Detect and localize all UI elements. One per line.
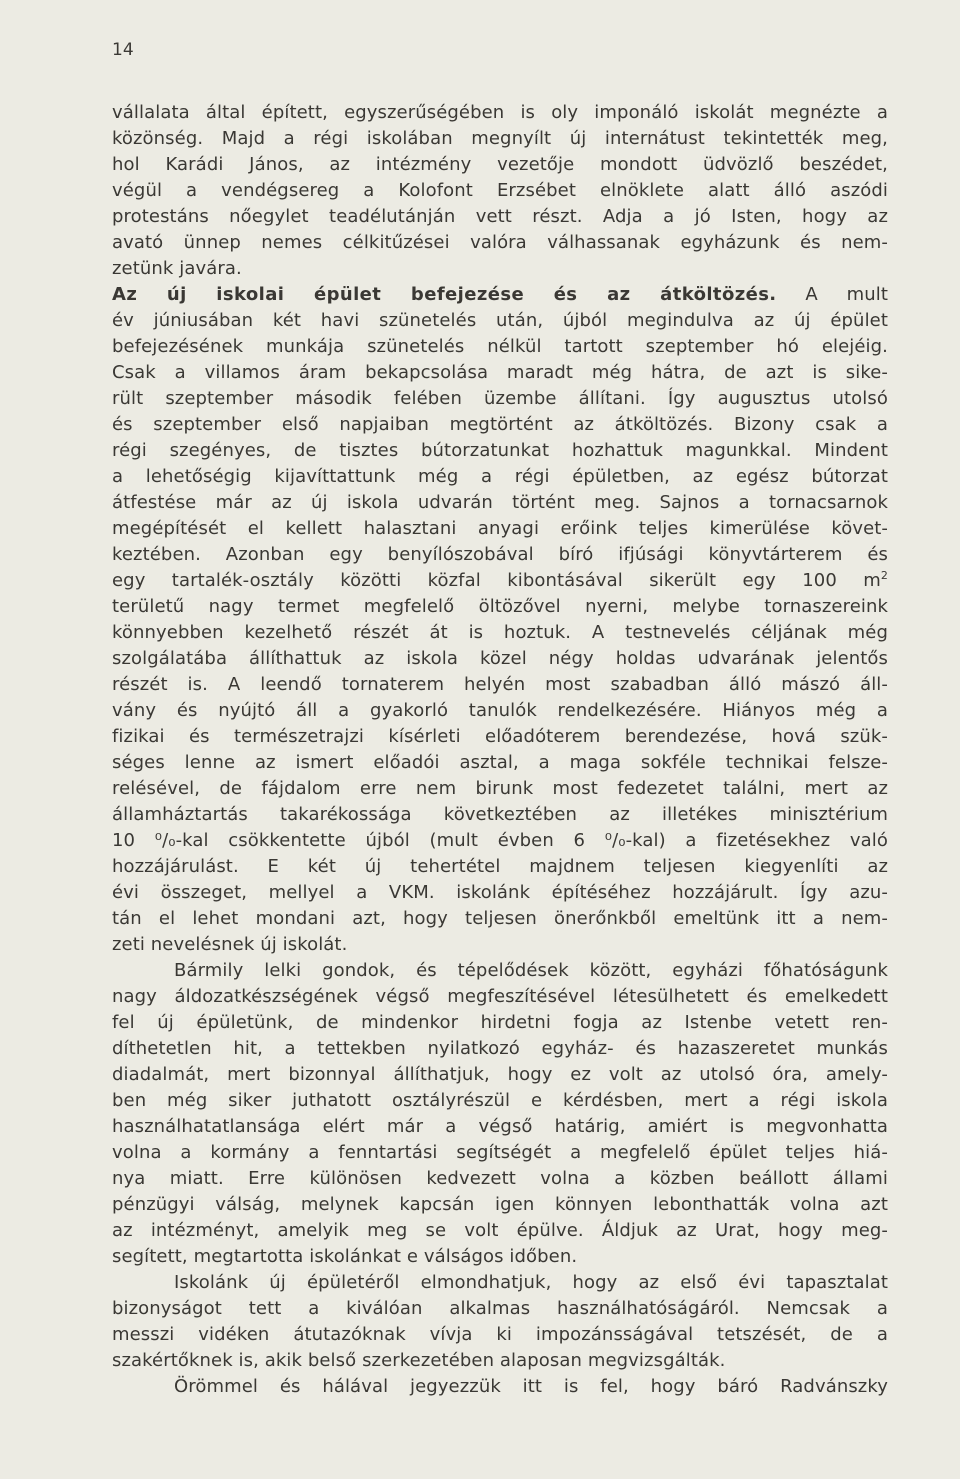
text-line bbox=[112, 1192, 888, 1218]
line-text: diadalmát, mert bizonnyal állíthatjuk, hogy ez volt az utolsó óra, amely- bbox=[112, 1064, 888, 1085]
page-number: 14 bbox=[112, 40, 134, 60]
line-text: rült szeptember második felében üzembe állítani. Így augusztus utolsó bbox=[112, 388, 888, 409]
line-text: A mult bbox=[776, 284, 888, 305]
text-line bbox=[112, 204, 888, 230]
line-text: séges lenne az ismert előadói asztal, a maga sokféle technikai felsze- bbox=[112, 752, 888, 773]
line-text: befejezésének munkája szünetelés nélkül tartott szeptember hó elejéig. bbox=[112, 336, 888, 357]
line-text: és szeptember első napjaiban megtörtént az átköltözés. Bizony csak a bbox=[112, 414, 888, 435]
line-text: könnyebben kezelhető részét át is hoztuk. A testnevelés céljának még bbox=[112, 622, 888, 643]
text-line bbox=[112, 230, 888, 256]
line-text: bizonyságot tett a kiválóan alkalmas használhatóságáról. Nemcsak a bbox=[112, 1298, 888, 1319]
text-line bbox=[112, 256, 888, 282]
text-line bbox=[112, 1166, 888, 1192]
text-line bbox=[112, 906, 888, 932]
line-text: régi szegényes, de tisztes bútorzatunkat hozhattuk magunkkal. Mindent bbox=[112, 440, 888, 461]
line-text: Bármily lelki gondok, és tépelődések között, egyházi főhatóságunk bbox=[174, 960, 888, 981]
line-text: fizikai és természetrajzi kísérleti előadóterem berendezése, hová szük- bbox=[112, 726, 888, 747]
line-text: pénzügyi válság, melynek kapcsán igen könnyen lebonthatták volna azt bbox=[112, 1194, 888, 1215]
text-line bbox=[112, 724, 888, 750]
text-line bbox=[112, 1348, 888, 1374]
text-line bbox=[112, 1322, 888, 1348]
line-text: egy tartalék-osztály közötti közfal kibontásával sikerült egy 100 m bbox=[112, 570, 881, 591]
superscript: 2 bbox=[880, 569, 888, 582]
text-line bbox=[112, 620, 888, 646]
text-line bbox=[112, 594, 888, 620]
line-text: vállalata által épített, egyszerűségében is oly imponáló iskolát megnézte a bbox=[112, 102, 888, 123]
body-text bbox=[112, 100, 888, 1400]
text-line bbox=[112, 438, 888, 464]
line-text: megépítését el kellett halasztani anyagi erőink teljes kimerülése követ- bbox=[112, 518, 888, 539]
text-line bbox=[112, 750, 888, 776]
text-line bbox=[112, 1270, 888, 1296]
line-text: zeti nevelésnek új iskolát. bbox=[112, 934, 348, 955]
line-text: szakértőknek is, akik belső szerkezetében alaposan megvizsgálták. bbox=[112, 1350, 726, 1371]
text-line bbox=[112, 1062, 888, 1088]
line-text: a lehetőségig kijavíttattunk még a régi épületben, az egész bútorzat bbox=[112, 466, 888, 487]
line-text: 10 ⁰/₀-kal csökkentette újból (mult évben 6 ⁰/₀-kal) a fizetésekhez való bbox=[112, 830, 888, 851]
text-line bbox=[112, 412, 888, 438]
line-text: fel új épületünk, de mindenkor hirdetni fogja az Istenbe vetett ren- bbox=[112, 1012, 888, 1033]
line-text: átfestése már az új iskola udvarán történt meg. Sajnos a tornacsarnok bbox=[112, 492, 888, 513]
line-text: Csak a villamos áram bekapcsolása maradt még hátra, de azt is sike- bbox=[112, 362, 888, 383]
text-line bbox=[112, 1244, 888, 1270]
text-line bbox=[112, 542, 888, 568]
text-line bbox=[112, 672, 888, 698]
line-text: avató ünnep nemes célkitűzései valóra válhassanak egyházunk és nem- bbox=[112, 232, 888, 253]
line-text: hozzájárulást. E két új tehertétel majdnem teljesen kiegyenlíti az bbox=[112, 856, 888, 877]
line-text: végül a vendégsereg a Kolofont Erzsébet elnöklete alatt álló aszódi bbox=[112, 180, 888, 201]
text-line bbox=[112, 1114, 888, 1140]
line-text: ben még siker juthatott osztályrészül e kérdésben, mert a régi iskola bbox=[112, 1090, 888, 1111]
line-text: közönség. Majd a régi iskolában megnyílt új internátust tekintették meg, bbox=[112, 128, 888, 149]
line-text: részét is. A leendő tornaterem helyén most szabadban álló mászó áll- bbox=[112, 674, 888, 695]
line-text: segített, megtartotta iskolánkat e válságos időben. bbox=[112, 1246, 578, 1267]
text-line bbox=[112, 334, 888, 360]
text-line bbox=[112, 1088, 888, 1114]
line-text: évi összeget, mellyel a VKM. iskolánk építéséhez hozzájárult. Így azu- bbox=[112, 882, 888, 903]
text-line bbox=[112, 854, 888, 880]
line-text: hol Karádi János, az intézmény vezetője mondott üdvözlő beszédet, bbox=[112, 154, 888, 175]
line-text: szolgálatába állíthattuk az iskola közel négy holdas udvarának jelentős bbox=[112, 648, 888, 669]
text-line bbox=[112, 880, 888, 906]
text-line bbox=[112, 490, 888, 516]
line-text: protestáns nőegylet teadélutánján vett részt. Adja a jó Isten, hogy az bbox=[112, 206, 888, 227]
text-line bbox=[112, 958, 888, 984]
line-text: nagy áldozatkészségének végső megfeszítésével létesülhetett és emelkedett bbox=[112, 986, 888, 1007]
text-line bbox=[112, 100, 888, 126]
line-text: nya miatt. Erre különösen kedvezett volna a közben beállott állami bbox=[112, 1168, 888, 1189]
line-text: év júniusában két havi szünetelés után, újból megindulva az új épület bbox=[112, 310, 888, 331]
line-text: Örömmel és hálával jegyezzük itt is fel, hogy báró Radvánszky bbox=[174, 1376, 888, 1397]
line-text: messzi vidéken átutazóknak vívja ki impozánsságával tetszését, de a bbox=[112, 1324, 888, 1345]
text-line bbox=[112, 1036, 888, 1062]
text-line bbox=[112, 932, 888, 958]
text-line bbox=[112, 464, 888, 490]
text-line bbox=[112, 386, 888, 412]
line-text: keztében. Azonban egy benyílószobával bíró ifjúsági könyvtárterem és bbox=[112, 544, 888, 565]
text-line bbox=[112, 1140, 888, 1166]
text-line bbox=[112, 828, 888, 854]
text-line bbox=[112, 646, 888, 672]
line-text: használhatatlansága elért már a végső határig, amiért is megvonhatta bbox=[112, 1116, 888, 1137]
text-line bbox=[112, 568, 888, 594]
text-line bbox=[112, 802, 888, 828]
line-text: Iskolánk új épületéről elmondhatjuk, hogy az első évi tapasztalat bbox=[174, 1272, 888, 1293]
section-heading: Az új iskolai épület befejezése és az átköltözés. bbox=[112, 284, 777, 305]
line-text: az intézményt, amelyik meg se volt épülve. Áldjuk az Urat, hogy meg- bbox=[112, 1220, 888, 1241]
text-line bbox=[112, 1218, 888, 1244]
line-text: díthetetlen hit, a tettekben nyilatkozó egyház- és hazaszeretet munkás bbox=[112, 1038, 888, 1059]
text-line bbox=[112, 776, 888, 802]
text-line bbox=[112, 1010, 888, 1036]
text-line bbox=[112, 984, 888, 1010]
line-text: zetünk javára. bbox=[112, 258, 242, 279]
text-line bbox=[112, 1374, 888, 1400]
text-line bbox=[112, 516, 888, 542]
line-text: tán el lehet mondani azt, hogy teljesen önerőnkből emeltünk itt a nem- bbox=[112, 908, 888, 929]
line-text: területű nagy termet megfelelő öltözővel nyerni, melybe tornaszereink bbox=[112, 596, 888, 617]
line-text: államháztartás takarékossága következtében az illetékes minisztérium bbox=[112, 804, 888, 825]
text-line bbox=[112, 282, 888, 308]
text-line bbox=[112, 1296, 888, 1322]
text-line bbox=[112, 698, 888, 724]
text-line bbox=[112, 178, 888, 204]
text-line bbox=[112, 152, 888, 178]
line-text: vány és nyújtó áll a gyakorló tanulók rendelkezésére. Hiányos még a bbox=[112, 700, 888, 721]
text-line bbox=[112, 308, 888, 334]
text-line bbox=[112, 360, 888, 386]
line-text: volna a kormány a fenntartási segítségét a megfelelő épület teljes hiá- bbox=[112, 1142, 888, 1163]
line-text: relésével, de fájdalom erre nem birunk most fedezetet találni, mert az bbox=[112, 778, 888, 799]
text-line bbox=[112, 126, 888, 152]
